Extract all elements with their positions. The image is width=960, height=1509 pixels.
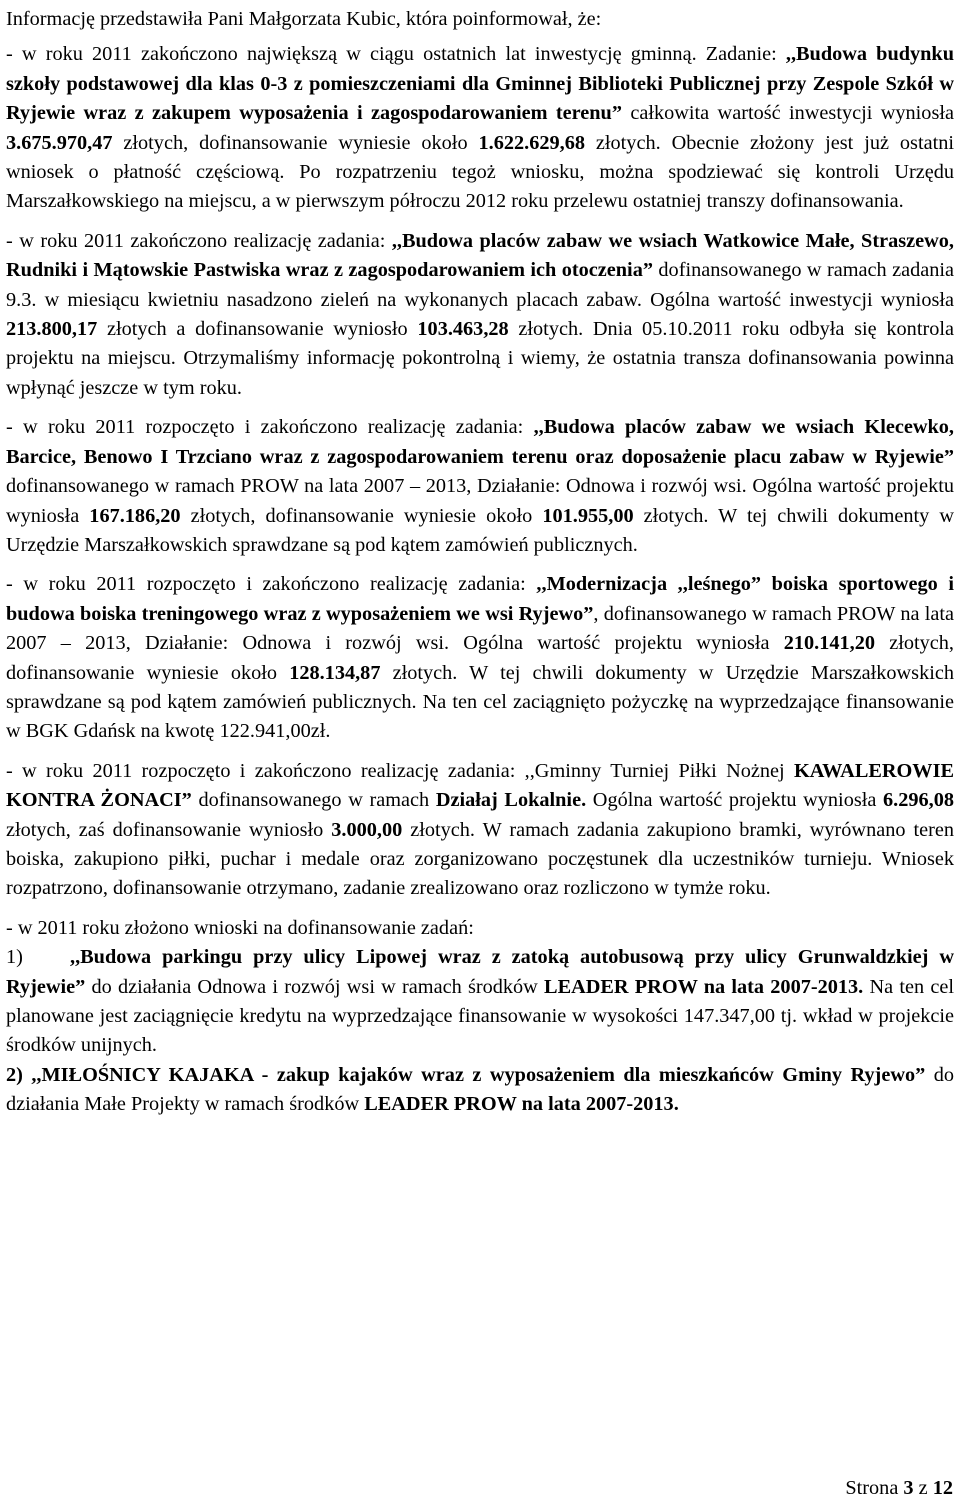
text-run: złotych. W tej chwili dokumenty w Urzędzie Marszałkowskich sprawdzane są pod kątem zamówień publicznych. bbox=[6, 504, 954, 556]
text-run: - w roku 2011 rozpoczęto i zakończono realizację zadania: ,,Gminny Turniej Piłki Nożnej bbox=[6, 759, 794, 782]
task-title: ,,Budowa placów zabaw we wsiach Watkowice Małe, Straszewo, Rudniki i Mątowskie Pastwiska wraz z zagospodarowaniem ich otoczenia” bbox=[6, 229, 954, 282]
amount-total: 6.296,08 bbox=[883, 789, 955, 812]
text-run: dofinansowanego w ramach PROW na lata 2007 – 2013, Działanie: Odnowa i rozwój wsi. Ogólna wartość projektu wyniosła bbox=[6, 475, 954, 527]
text-run: złotych a dofinansowanie wyniosło bbox=[97, 318, 418, 341]
footer-of: z bbox=[918, 1477, 928, 1499]
intro-paragraph: Informację przedstawiła Pani Małgorzata Kubic, która poinformował, że: bbox=[6, 8, 602, 30]
amount-funding: 128.134,87 bbox=[289, 661, 381, 684]
amount-funding: 1.622.629,68 bbox=[478, 131, 585, 154]
text-run: - w roku 2011 rozpoczęto i zakończono realizację zadania: bbox=[6, 416, 534, 439]
text-run: Ogólna wartość projektu wyniosła bbox=[586, 789, 884, 812]
text-run: złotych. W tej chwili dokumenty w Urzędzie Marszałkowskich sprawdzane są pod kątem zamówień publicznych. Na ten cel zaciągnięto pożyczkę na wyprzedzające finansowanie w BGK Gdańsk na kwotę 122.941,00zł. bbox=[6, 661, 954, 743]
amount-total: 3.675.970,47 bbox=[6, 131, 113, 154]
task-title: 2) ,,MIŁOŚNICY KAJAKA - zakup kajaków wraz z wyposażeniem dla mieszkańców Gminy Ryjewo” bbox=[6, 1063, 926, 1086]
program-name: LEADER PROW na lata 2007-2013. bbox=[544, 975, 864, 998]
task-title: ,,Budowa placów zabaw we wsiach Klecewko, Barcice, Benowo I Trzciano wraz z zagospodarowaniem terenu oraz doposażenie placu zabaw w Ryjewie” bbox=[6, 416, 954, 468]
program-name: LEADER PROW na lata 2007-2013. bbox=[364, 1093, 679, 1116]
text-run: całkowita wartość inwestycji wyniosła bbox=[621, 102, 954, 125]
paragraph-playgrounds-1 bbox=[6, 227, 954, 403]
footer-label: Strona bbox=[845, 1477, 899, 1499]
current-page: 3 bbox=[903, 1477, 914, 1499]
text-run: złotych, zaś dofinansowanie wyniosło bbox=[6, 818, 332, 841]
page-number-footer bbox=[845, 1475, 953, 1501]
amount-funding: 3.000,00 bbox=[331, 818, 403, 841]
paragraph-school-investment bbox=[6, 40, 954, 216]
program-name: Działaj Lokalnie. bbox=[435, 789, 587, 812]
document-page bbox=[6, 0, 954, 1130]
text-run: do działania Odnowa i rozwój wsi w ramach środków bbox=[85, 975, 545, 998]
list-item-parking bbox=[6, 943, 954, 1061]
task-title: KAWALEROWIE KONTRA ŻONACI” bbox=[6, 759, 954, 812]
text-run: złotych. Obecnie złożony jest już ostatni wniosek o płatność częściową. Po rozpatrzeniu tegoż wniosku, można spodziewać się kontroli Urzędu Marszałkowskiego na miejscu, a w pierwszym półroczu 2012 roku przelewu ostatniej transzy dofinansowania. bbox=[6, 131, 954, 213]
amount-total: 213.800,17 bbox=[6, 318, 98, 341]
text-run: dofinansowanego w ramach bbox=[191, 789, 436, 812]
total-pages: 12 bbox=[932, 1477, 953, 1499]
text-run: - w roku 2011 rozpoczęto i zakończono realizację zadania: bbox=[6, 573, 537, 596]
amount-funding: 103.463,28 bbox=[417, 318, 509, 341]
paragraph-football-tournament bbox=[6, 757, 954, 904]
text-run: złotych, dofinansowanie wyniesie około bbox=[180, 504, 543, 527]
task-title: ,,Modernizacja ,,leśnego” boiska sportowego i budowa boiska treningowego wraz z wyposażeniem we wsi Ryjewo” bbox=[6, 573, 954, 625]
text-run: , dofinansowanego w ramach PROW na lata 2007 – 2013, Działanie: Odnowa i rozwój wsi. Ogólna wartość projektu wyniosła bbox=[6, 602, 954, 655]
text-run: Na ten cel planowane jest zaciągnięcie kredytu na wyprzedzające finansowanie w wysokości 147.347,00 tj. wkład w projekcie środków unijnych. bbox=[6, 975, 954, 1057]
text-run: złotych, dofinansowanie wyniesie około bbox=[112, 131, 479, 154]
list-number: 1) bbox=[6, 946, 23, 969]
list-item-kayaks bbox=[6, 1061, 954, 1120]
paragraph-applications-heading: - w 2011 roku złożono wnioski na dofinansowanie zadań: bbox=[6, 916, 474, 939]
paragraph-sports-field bbox=[6, 570, 954, 746]
task-title: ,,Budowa budynku szkoły podstawowej dla klas 0-3 z pomieszczeniami dla Gminnej Biblioteki Publicznej przy Zespole Szkół w Ryjewie wraz z zakupem wyposażenia i zagospodarowaniem terenu” bbox=[6, 43, 954, 125]
text-run: złotych. Dnia 05.10.2011 roku odbyła się kontrola projektu na miejscu. Otrzymaliśmy informację pokontrolną i wiemy, że ostatnia transza dofinansowania powinna wpłynąć jeszcze w tym roku. bbox=[6, 318, 954, 399]
text-run: do działania Małe Projekty w ramach środków bbox=[6, 1063, 954, 1116]
text-run: dofinansowanego w ramach zadania 9.3. w miesiącu kwietniu nasadzono zieleń na wykonanych placach zabaw. Ogólna wartość inwestycji wyniosła bbox=[6, 259, 955, 311]
task-title: ,,Budowa parkingu przy ulicy Lipowej wraz z zatoką autobusową przy ulicy Grunwaldzkiej w Ryjewie” bbox=[6, 946, 954, 998]
paragraph-playgrounds-2 bbox=[6, 413, 954, 560]
text-run: złotych, dofinansowanie wyniesie około bbox=[6, 632, 954, 684]
amount-total: 167.186,20 bbox=[89, 504, 181, 527]
amount-funding: 101.955,00 bbox=[542, 504, 634, 527]
text-run: - w roku 2011 zakończono realizację zadania: bbox=[6, 229, 392, 252]
text-run: - w roku 2011 zakończono największą w ciągu ostatnich lat inwestycję gminną. Zadanie: bbox=[6, 43, 786, 66]
amount-total: 210.141,20 bbox=[783, 632, 876, 655]
text-run: złotych. W ramach zadania zakupiono bramki, wyrównano teren boiska, zakupiono piłki, puchar i medale oraz zorganizowano poczęstunek dla uczestników turnieju. Wniosek rozpatrzono, dofinansowanie otrzymano, zadanie zrealizowano oraz rozliczono w tymże roku. bbox=[6, 818, 954, 900]
